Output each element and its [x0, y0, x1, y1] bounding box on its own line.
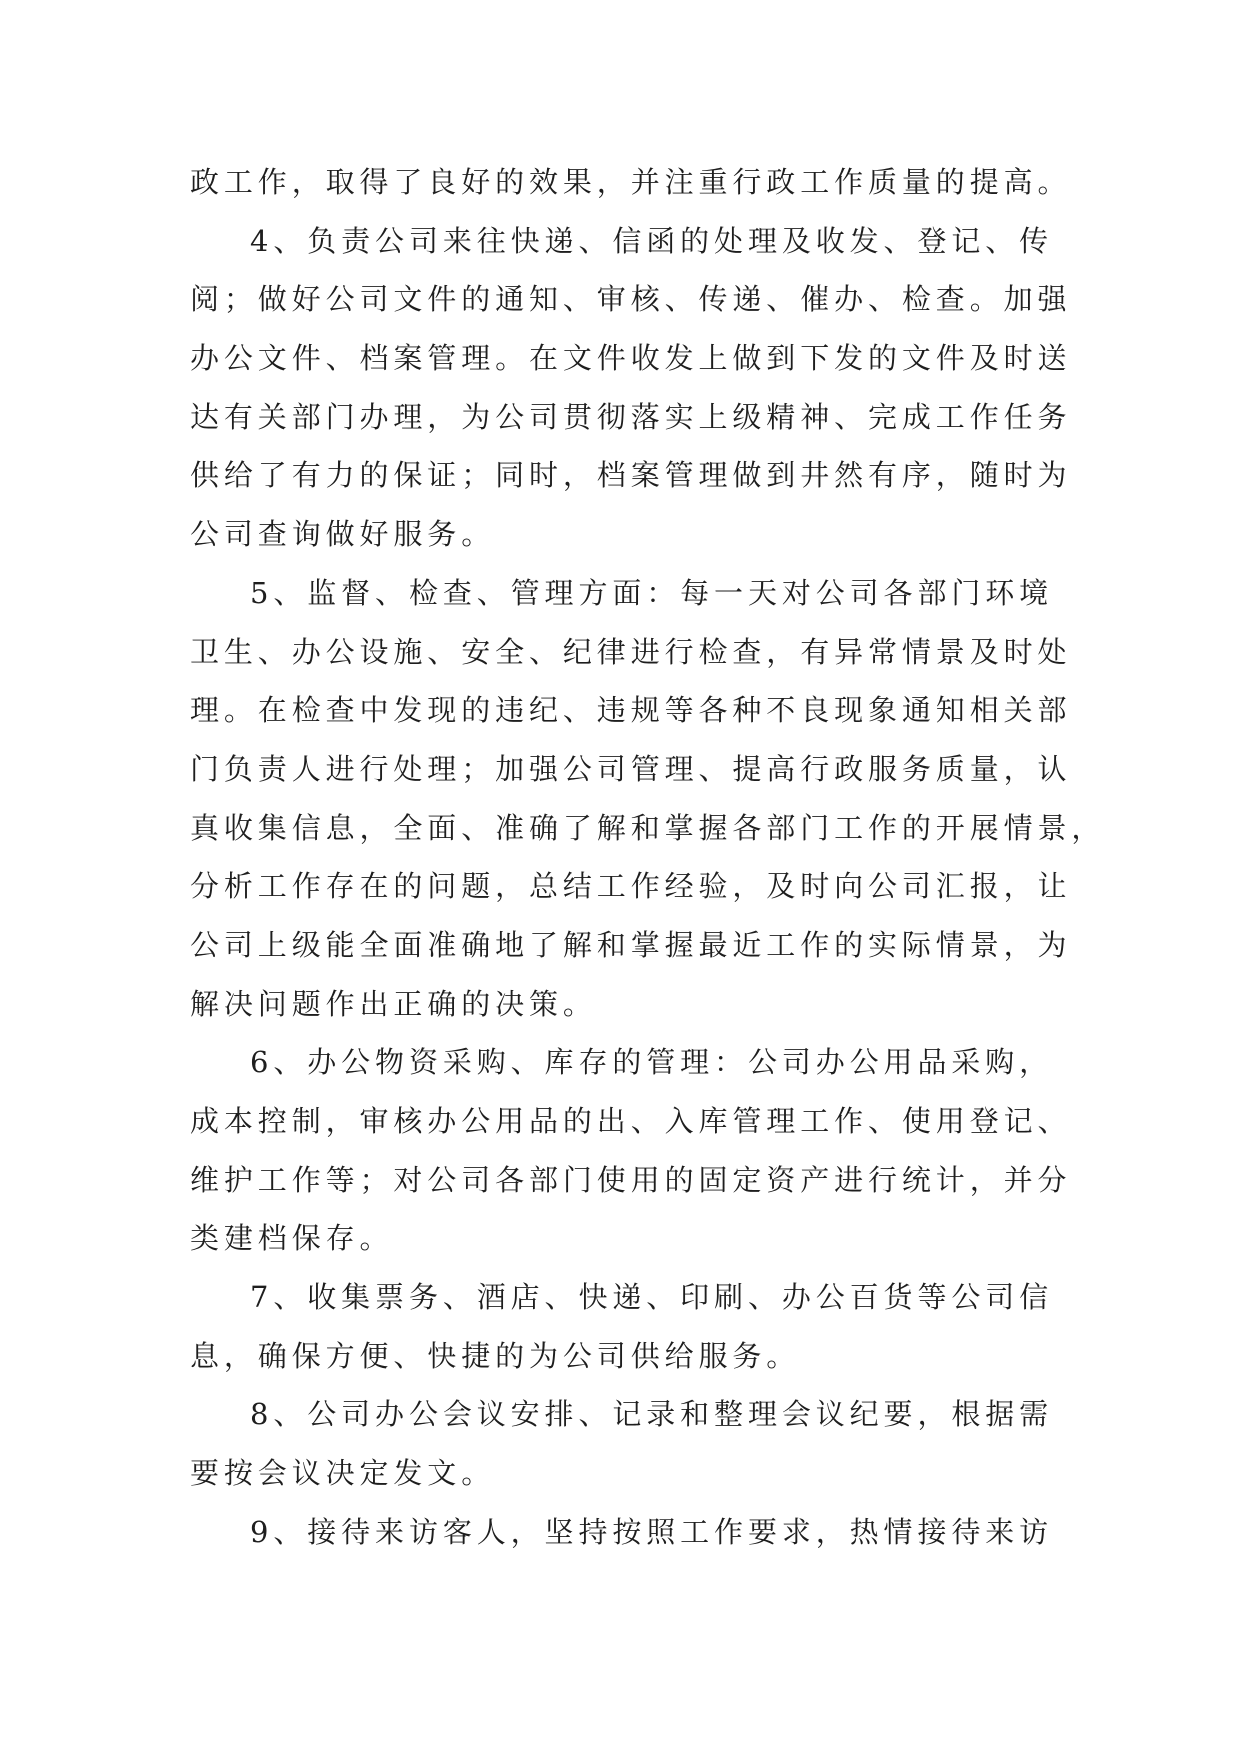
paragraph-line: 7、收集票务、酒店、快递、印刷、办公百货等公司信 — [250, 1280, 1054, 1315]
paragraph-line: 公司上级能全面准确地了解和掌握最近工作的实际情景，为 — [190, 927, 1072, 962]
paragraph-line: 达有关部门办理，为公司贯彻落实上级精神、完成工作任务 — [190, 399, 1072, 434]
paragraph-line: 办公文件、档案管理。在文件收发上做到下发的文件及时送 — [190, 341, 1072, 376]
paragraph-line: 阅；做好公司文件的通知、审核、传递、催办、检查。加强 — [190, 282, 1072, 317]
paragraph-line: 公司查询做好服务。 — [190, 517, 496, 552]
paragraph-line: 真收集信息，全面、准确了解和掌握各部门工作的开展情景， — [190, 810, 1106, 845]
paragraph-line: 9、接待来访客人，坚持按照工作要求，热情接待来访 — [250, 1514, 1054, 1549]
paragraph-line: 理。在检查中发现的违纪、违规等各种不良现象通知相关部 — [190, 693, 1072, 728]
paragraph-line: 成本控制，审核办公用品的出、入库管理工作、使用登记、 — [190, 1104, 1072, 1138]
paragraph-line: 分析工作存在的问题，总结工作经验，及时向公司汇报，让 — [190, 869, 1072, 904]
paragraph-line: 6、办公物资采购、库存的管理：公司办公用品采购， — [250, 1045, 1054, 1080]
paragraph-line: 卫生、办公设施、安全、纪律进行检查，有异常情景及时处 — [190, 634, 1072, 669]
paragraph-line: 4、负责公司来往快递、信函的处理及收发、登记、传 — [250, 223, 1054, 258]
paragraph-line: 解决问题作出正确的决策。 — [190, 986, 597, 1021]
paragraph-line: 政工作，取得了良好的效果，并注重行政工作质量的提高。 — [190, 165, 1072, 199]
paragraph-line: 8、公司办公会议安排、记录和整理会议纪要，根据需 — [250, 1397, 1054, 1432]
document-body — [190, 153, 1106, 1562]
paragraph-line: 息，确保方便、快捷的为公司供给服务。 — [190, 1338, 801, 1373]
paragraph-line: 要按会议决定发文。 — [190, 1456, 496, 1491]
paragraph-line: 门负责人进行处理；加强公司管理、提高行政服务质量，认 — [190, 751, 1072, 786]
paragraph-line: 维护工作等；对公司各部门使用的固定资产进行统计，并分 — [190, 1162, 1072, 1197]
paragraph-line: 5、监督、检查、管理方面：每一天对公司各部门环境 — [250, 575, 1054, 610]
paragraph-line: 类建档保存。 — [190, 1221, 394, 1256]
paragraph-line: 供给了有力的保证；同时，档案管理做到井然有序，随时为 — [190, 458, 1072, 493]
